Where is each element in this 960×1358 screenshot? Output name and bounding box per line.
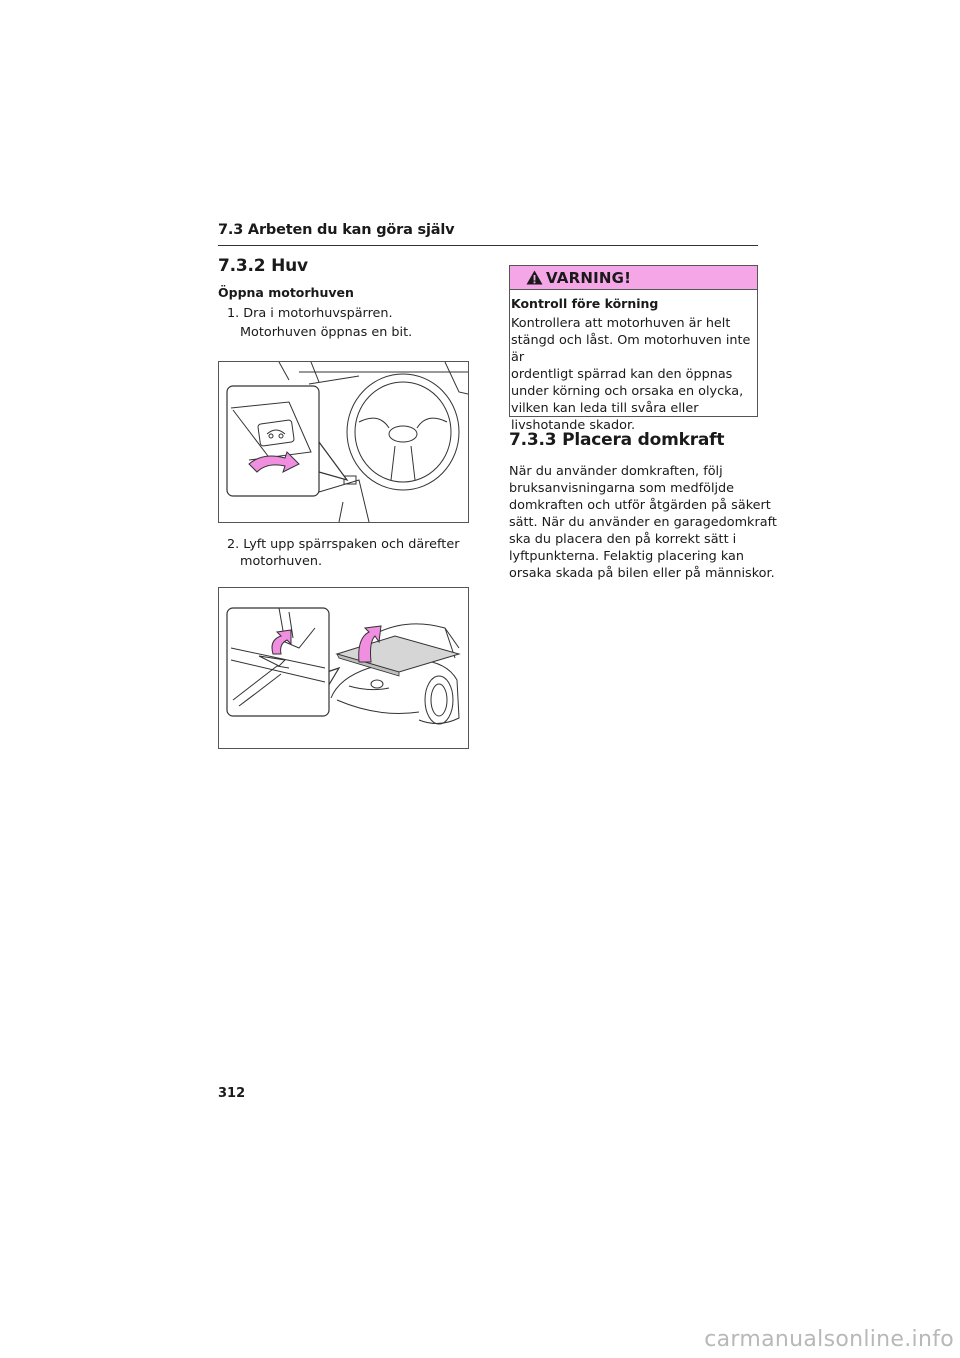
warning-triangle-icon — [526, 270, 543, 285]
hood-subheading: Öppna motorhuven — [218, 285, 354, 300]
hood-lift-illustration — [219, 588, 468, 748]
page-number: 312 — [218, 1086, 246, 1101]
warning-subtitle: Kontroll före körning — [511, 296, 659, 311]
warning-line: ordentligt spärrad kan den öppnas — [511, 367, 733, 382]
hood-release-figure — [218, 361, 469, 523]
jack-line: orsaka skada på bilen eller på människor. — [509, 566, 775, 581]
section-title: 7.3 Arbeten du kan göra själv — [218, 222, 455, 238]
warning-line: under körning och orsaka en olycka, — [511, 384, 744, 399]
watermark[interactable]: carmanualsonline.info — [704, 1327, 954, 1352]
jack-paragraph — [509, 463, 777, 582]
step-2-line1: 2. Lyft upp spärrspaken och därefter — [227, 537, 460, 552]
jack-heading: 7.3.3 Placera domkraft — [509, 430, 725, 450]
hood-release-illustration — [219, 362, 468, 522]
warning-line: livshotande skador. — [511, 418, 636, 433]
warning-line: vilken kan leda till svåra eller — [511, 401, 699, 416]
jack-line: lyftpunkterna. Felaktig placering kan — [509, 549, 744, 564]
hood-heading: 7.3.2 Huv — [218, 256, 308, 276]
hood-lift-figure — [218, 587, 469, 749]
jack-line: När du använder domkraften, följ — [509, 464, 723, 479]
step-1-result: Motorhuven öppnas en bit. — [240, 325, 413, 340]
jack-line: ska du placera den på korrekt sätt i — [509, 532, 737, 547]
warning-body — [510, 290, 757, 434]
warning-line: stängd och låst. Om motorhuven inte är — [511, 333, 751, 365]
step-2-line2: motorhuven. — [240, 554, 323, 569]
warning-line: Kontrollera att motorhuven är helt — [511, 316, 731, 331]
warning-header — [510, 266, 757, 290]
jack-line: domkraften och utför åtgärden på säkert — [509, 498, 771, 513]
section-header — [218, 222, 758, 246]
jack-line: bruksanvisningarna som medföljde — [509, 481, 735, 496]
warning-box — [509, 265, 758, 433]
jack-line: sätt. När du använder en garagedomkraft — [509, 515, 777, 530]
step-1: 1. Dra i motorhuvspärren. — [227, 306, 393, 321]
warning-title: VARNING! — [546, 268, 632, 287]
